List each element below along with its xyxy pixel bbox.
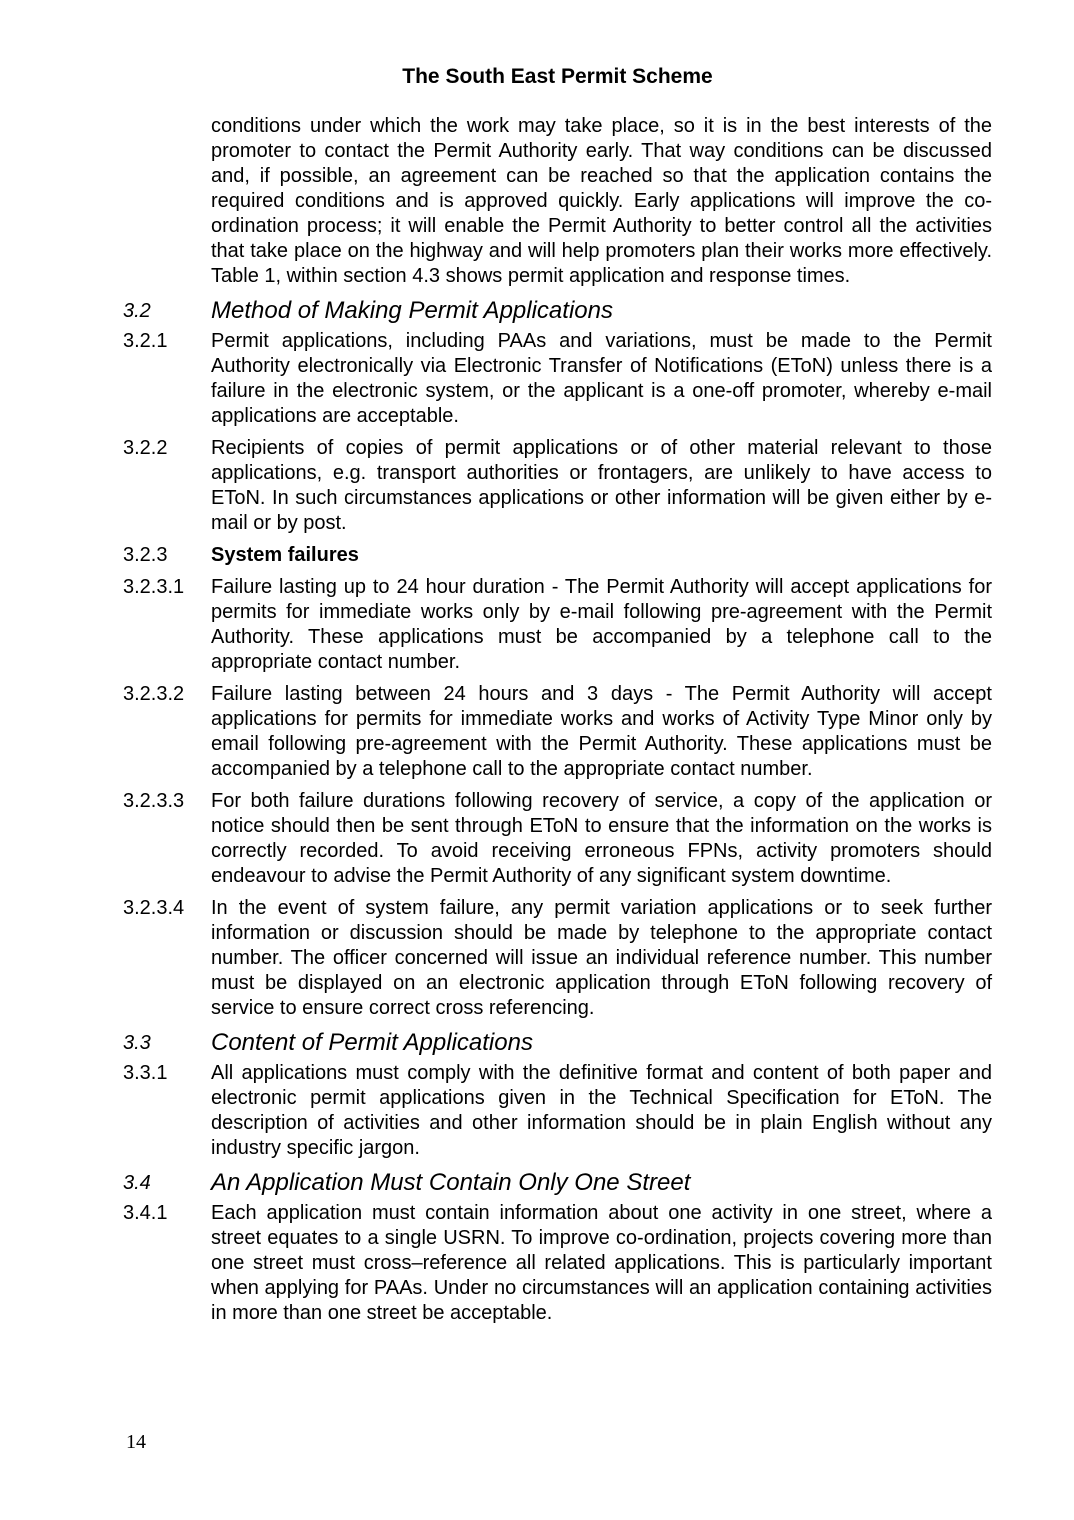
section-number: 3.4 — [123, 1172, 151, 1194]
paragraph-3-2-2 — [0, 436, 1074, 536]
section-heading-3-4 — [0, 1168, 1074, 1198]
paragraph-3-4-1 — [0, 1201, 1074, 1326]
paragraph-3-2-1 — [0, 329, 1074, 429]
section-heading-3-3 — [0, 1028, 1074, 1058]
paragraph-number: 3.2.3.2 — [123, 683, 185, 705]
paragraph-text: Each application must contain information about one activity in one street, where a street equates to a single USRN. To improve co-ordination, projects covering more than one street must cross–reference all related applications. This is particularly important when applying for PAAs. Under no circumstances will an application containing activities in more than one street be acceptable. — [211, 1202, 992, 1324]
subsection-number: 3.2.3 — [123, 544, 168, 566]
paragraph-text: conditions under which the work may take place, so it is in the best interests of the promoter to contact the Permit Authority early. That way conditions can be discussed and, if possible, an agreement can be reached so that the application contains the required conditions and is approved quickly. Early applications will improve the co-ordination process; it will enable the Permit Authority to better control all the activities that take place on the highway and will help promoters plan their works more effectively. Table 1, within section 4.3 shows permit application and response times. — [211, 115, 992, 287]
paragraph-3-2-3-4 — [0, 896, 1074, 1021]
paragraph-text: Recipients of copies of permit applications or of other material relevant to those applications, e.g. transport authorities or frontagers, are unlikely to have access to EToN. In such circumstances applications or other information will be given either by e-mail or by post. — [211, 437, 992, 534]
paragraph-text: For both failure durations following recovery of service, a copy of the application or notice should then be sent through EToN to ensure that the information on the works is correctly recorded. To avoid receiving erroneous FPNs, activity promoters should endeavour to advise the Permit Authority of any significant system downtime. — [211, 790, 992, 887]
paragraph-number: 3.2.3.4 — [123, 897, 185, 919]
paragraph-text: In the event of system failure, any permit variation applications or to seek further information or discussion should be made by telephone to the appropriate contact number. The officer concerned will issue an individual reference number. This number must be displayed on an electronic application through EToN following recovery of service to ensure correct cross referencing. — [211, 897, 992, 1019]
paragraph-text: Failure lasting up to 24 hour duration - The Permit Authority will accept applications for permits for immediate works only by e-mail following pre-agreement with the Permit Authority. These applications must be accompanied by a telephone call to the appropriate contact number. — [211, 576, 992, 673]
paragraph-3-2-3-3 — [0, 789, 1074, 889]
document-body — [0, 114, 1074, 1333]
section-title: Method of Making Permit Applications — [211, 297, 613, 324]
paragraph-number: 3.2.1 — [123, 330, 168, 352]
paragraph-continuation — [0, 114, 1074, 289]
subsection-title: System failures — [211, 544, 359, 566]
paragraph-3-2-3-1 — [0, 575, 1074, 675]
section-title: An Application Must Contain Only One Street — [211, 1169, 691, 1196]
paragraph-text: Permit applications, including PAAs and variations, must be made to the Permit Authority electronically via Electronic Transfer of Notifications (EToN) unless there is a failure in the electronic system, or the applicant is a one-off promoter, whereby e-mail applications are acceptable. — [211, 330, 992, 427]
paragraph-3-2-3-2 — [0, 682, 1074, 782]
paragraph-text: All applications must comply with the definitive format and content of both paper and electronic permit applications given in the Technical Specification for EToN. The description of activities and other information should be in plain English without any industry specific jargon. — [211, 1062, 992, 1159]
paragraph-number: 3.4.1 — [123, 1202, 168, 1224]
section-number: 3.3 — [123, 1032, 151, 1054]
paragraph-number: 3.2.3.3 — [123, 790, 185, 812]
section-title: Content of Permit Applications — [211, 1029, 533, 1056]
paragraph-text: Failure lasting between 24 hours and 3 days - The Permit Authority will accept applications for permits for immediate works and works of Activity Type Minor only by email following pre-agreement with the Permit Authority. These applications must be accompanied by a telephone call to the appropriate contact number. — [211, 683, 992, 780]
page-number: 14 — [126, 1431, 146, 1453]
paragraph-number: 3.2.2 — [123, 437, 168, 459]
paragraph-3-3-1 — [0, 1061, 1074, 1161]
paragraph-number: 3.3.1 — [123, 1062, 168, 1084]
running-header: The South East Permit Scheme — [402, 65, 713, 88]
section-heading-3-2 — [0, 296, 1074, 326]
subsection-heading-3-2-3 — [0, 543, 1074, 568]
paragraph-number: 3.2.3.1 — [123, 576, 185, 598]
section-number: 3.2 — [123, 300, 151, 322]
